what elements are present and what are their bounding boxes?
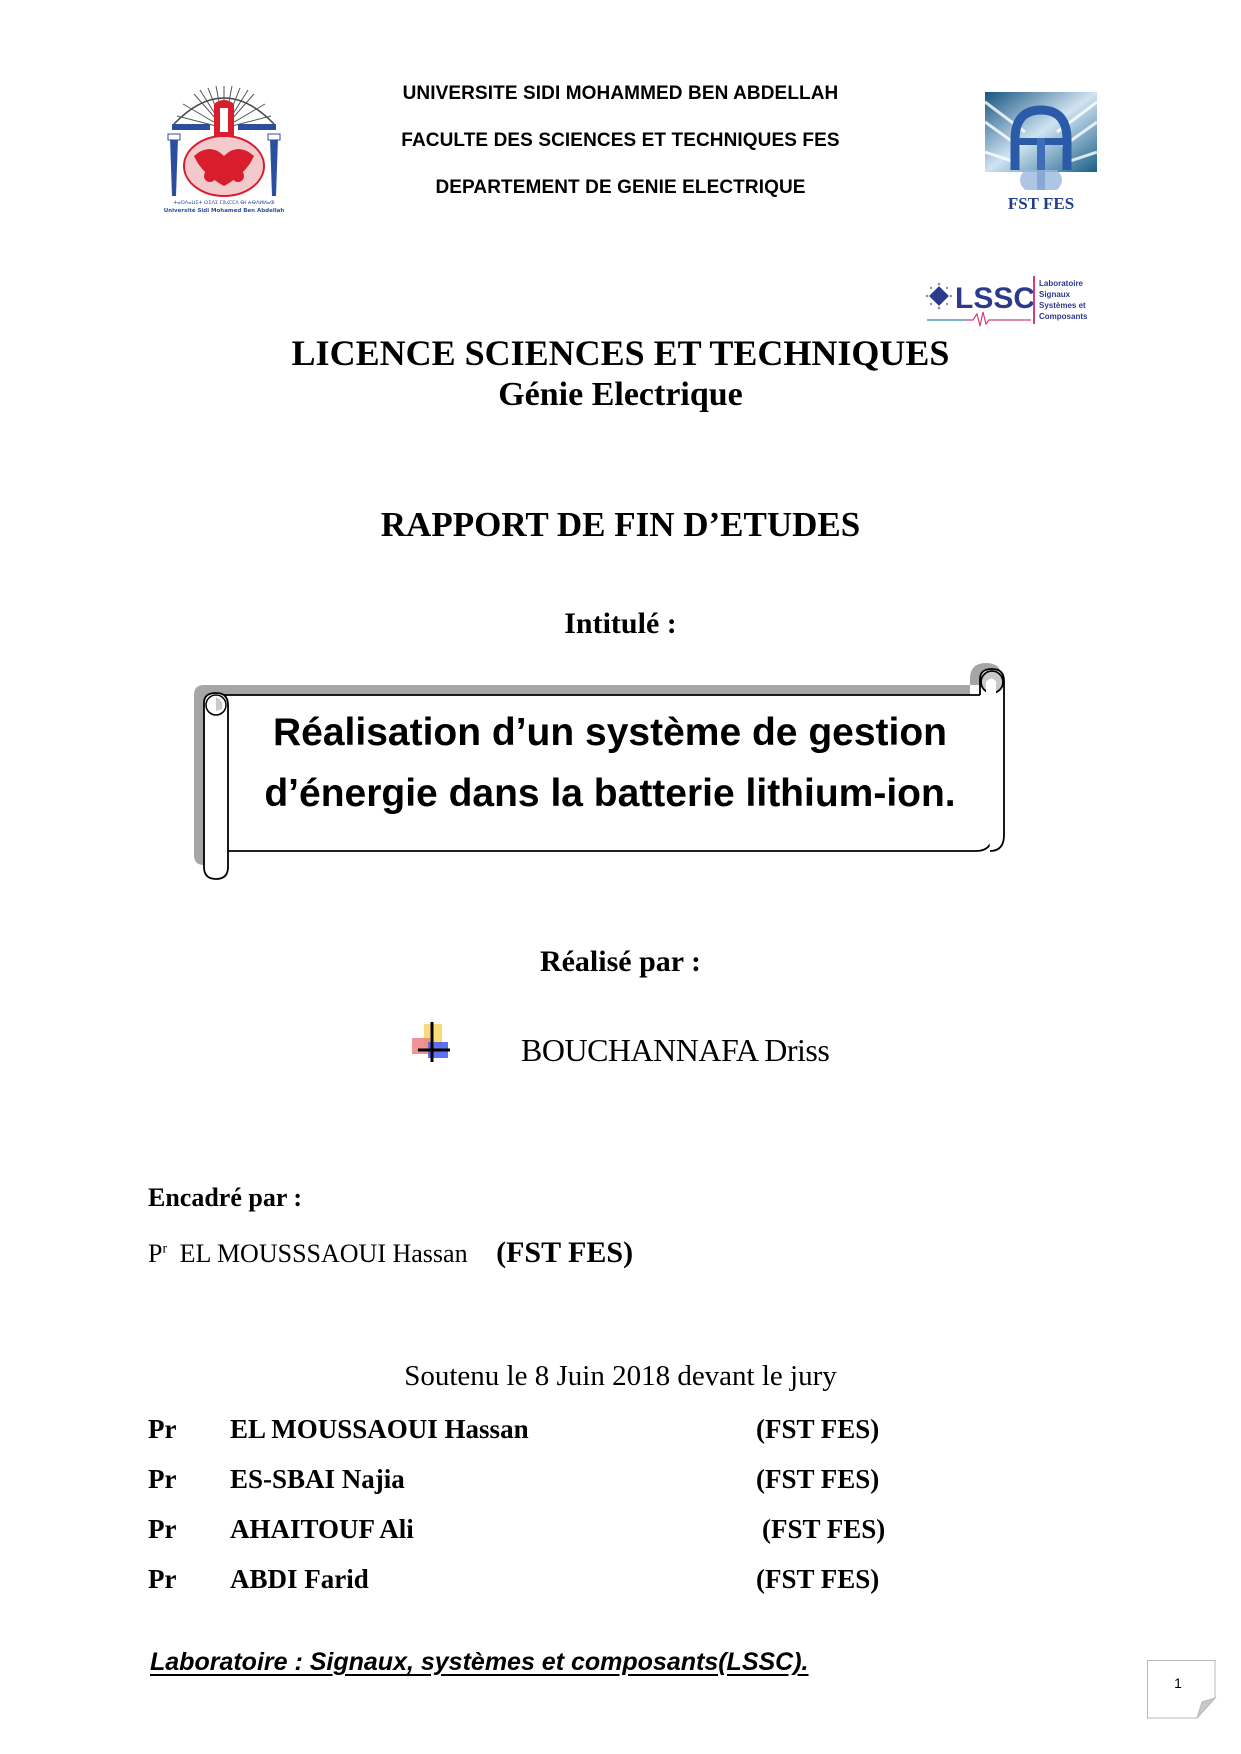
page-number-box <box>1147 1660 1216 1719</box>
svg-text:FST FES: FST FES <box>1007 194 1075 213</box>
svg-text:Université Sidi Mohamed Ben Ab: Université Sidi Mohamed Ben Abdellah <box>163 208 285 214</box>
title-scroll-banner <box>190 655 1015 885</box>
author-label: Réalisé par : <box>539 945 702 978</box>
svg-text:Laboratoire: Laboratoire <box>1039 279 1084 288</box>
jury-row <box>148 1514 908 1554</box>
supervisor-prefix: P <box>148 1239 163 1268</box>
jury-name: EL MOUSSAOUI Hassan <box>230 1414 529 1444</box>
jury-title: Pr <box>148 1514 177 1544</box>
report-type: RAPPORT DE FIN D’ETUDES <box>380 505 861 544</box>
jury-title: Pr <box>148 1414 177 1444</box>
jury-title: Pr <box>148 1564 177 1594</box>
report-title-line-1: Réalisation d’un système de gestion <box>272 711 947 754</box>
supervisor-affiliation: (FST FES) <box>496 1236 634 1269</box>
title-label: Intitulé : <box>564 607 677 640</box>
report-title-line-2: d’énergie dans la batterie lithium-ion. <box>264 772 956 815</box>
jury-affiliation: (FST FES) <box>756 1414 880 1444</box>
jury-affiliation: (FST FES) <box>762 1514 886 1544</box>
lssc-logo <box>925 274 1101 330</box>
jury-name: ES-SBAI Najia <box>230 1464 405 1494</box>
jury-affiliation: (FST FES) <box>756 1564 880 1594</box>
supervisor-prefix-sup: r <box>162 1241 168 1257</box>
svg-text:Signaux: Signaux <box>1039 290 1071 299</box>
laboratory-footer: Laboratoire : Signaux, systèmes et composants(LSSC). <box>150 1648 809 1676</box>
jury-row <box>148 1564 908 1604</box>
supervisor-name: EL MOUSSSAOUI Hassan <box>179 1239 468 1268</box>
faculty-name: FACULTE DES SCIENCES ET TECHNIQUES FES <box>401 130 840 151</box>
svg-text:Systèmes et: Systèmes et <box>1039 301 1086 310</box>
jury-title: Pr <box>148 1464 177 1494</box>
university-name: UNIVERSITE SIDI MOHAMMED BEN ABDELLAH <box>402 83 839 104</box>
jury-row <box>148 1464 908 1504</box>
fst-fes-logo <box>985 92 1097 214</box>
degree-title: LICENCE SCIENCES ET TECHNIQUES <box>291 333 950 373</box>
field-title: Génie Electrique <box>498 376 743 413</box>
supervisor-line <box>148 1236 633 1270</box>
report-title <box>228 702 992 824</box>
colored-cross-bullet-icon <box>410 1020 454 1064</box>
defense-statement: Soutenu le 8 Juin 2018 devant le jury <box>404 1360 837 1392</box>
jury-name: ABDI Farid <box>230 1564 369 1594</box>
svg-text:Composants: Composants <box>1039 312 1088 321</box>
page-number: 1 <box>1174 1675 1182 1691</box>
jury-row <box>148 1414 908 1454</box>
jury-name: AHAITOUF Ali <box>230 1514 414 1544</box>
supervisor-label: Encadré par : <box>148 1183 303 1212</box>
svg-text:ⵜⴰⵙⴷⴰⵡⵉⵜ ⵙⵉⴷⵉ ⵎⵓⵃⵎⵎⴷ ⴱⵏ ⵄⴱⴷⵍⵍⴰ: ⵜⴰⵙⴷⴰⵡⵉⵜ ⵙⵉⴷⵉ ⵎⵓⵃⵎⵎⴷ ⴱⵏ ⵄⴱⴷⵍⵍⴰⵀ <box>173 200 275 206</box>
department-name: DEPARTEMENT DE GENIE ELECTRIQUE <box>435 177 806 198</box>
jury-affiliation: (FST FES) <box>756 1464 880 1494</box>
author-name: BOUCHANNAFA Driss <box>521 1032 830 1068</box>
svg-text:LSSC: LSSC <box>955 282 1036 315</box>
